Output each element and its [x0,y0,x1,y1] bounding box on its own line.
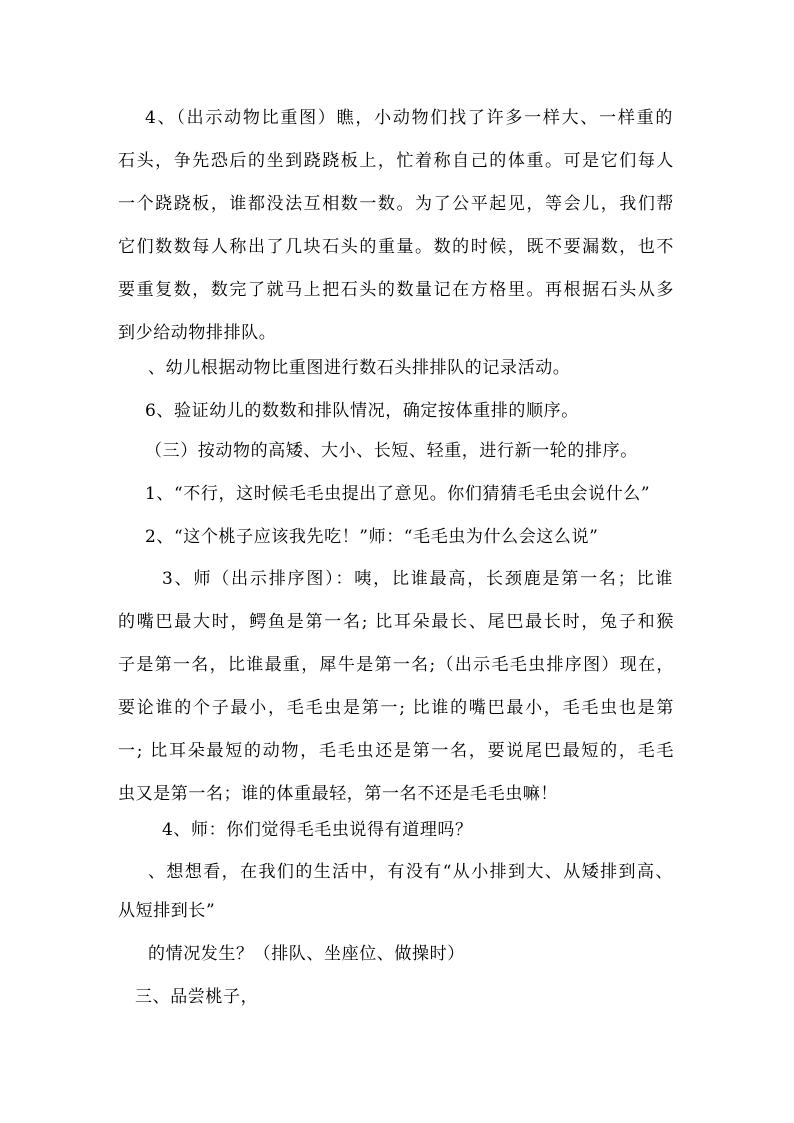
paragraph-line: 1、“不行，这时候毛毛虫提出了意见。你们猜猜毛毛虫会说什么” [145,484,651,504]
paragraph-line: 、想想看，在我们的生活中，有没有“从小排到大、从矮排到高、 [148,862,673,882]
paragraph-line: 的情况发生？（排队、坐座位、做操时） [148,944,465,964]
paragraph-line: 到少给动物排排队。 [118,323,277,343]
paragraph-line: 一; 比耳朵最短的动物，毛毛虫还是第一名，要说尾巴最短的，毛毛 [118,741,674,761]
paragraph-line: 从短排到长” [118,901,216,921]
paragraph-line: 4、师：你们觉得毛毛虫说得有道理吗？ [162,820,473,840]
paragraph-line: 一个跷跷板，谁都没法互相数一数。为了公平起见，等会儿，我们帮 [118,194,674,214]
section-heading: （三）按动物的高矮、大小、长短、轻重，进行新一轮的排序。 [145,441,638,461]
paragraph-line: 4、（出示动物比重图）瞧，小动物们找了许多一样大、一样重的 [145,108,673,128]
paragraph-line: 要论谁的个子最小，毛毛虫是第一; 比谁的嘴巴最小，毛毛虫也是第 [118,698,674,718]
paragraph-line: 、幼儿根据动物比重图进行数石头排排队的记录活动。 [148,358,571,378]
paragraph-line: 2、“这个桃子应该我先吃！”师：“毛毛虫为什么会这么说” [145,527,599,547]
paragraph-line: 6、验证幼儿的数数和排队情况，确定按体重排的顺序。 [145,401,579,421]
paragraph-line: 3、师（出示排序图）：咦，比谁最高，长颈鹿是第一名；比谁 [162,569,673,589]
paragraph-line: 要重复数，数完了就马上把石头的数量记在方格里。再根据石头从多 [118,280,674,300]
section-heading: 三、品尝桃子， [135,987,259,1007]
paragraph-line: 它们数数每人称出了几块石头的重量。数的时候，既不要漏数，也不 [118,237,674,257]
paragraph-line: 石头，争先恐后的坐到跷跷板上，忙着称自己的体重。可是它们每人 [118,151,674,171]
paragraph-line: 的嘴巴最大时，鳄鱼是第一名; 比耳朵最长、尾巴最长时，兔子和猴 [118,612,674,632]
paragraph-line: 子是第一名，比谁最重，犀牛是第一名;（出示毛毛虫排序图）现在， [118,655,674,675]
paragraph-line: 虫又是第一名；谁的体重最轻，第一名不还是毛毛虫嘛！ [118,784,558,804]
